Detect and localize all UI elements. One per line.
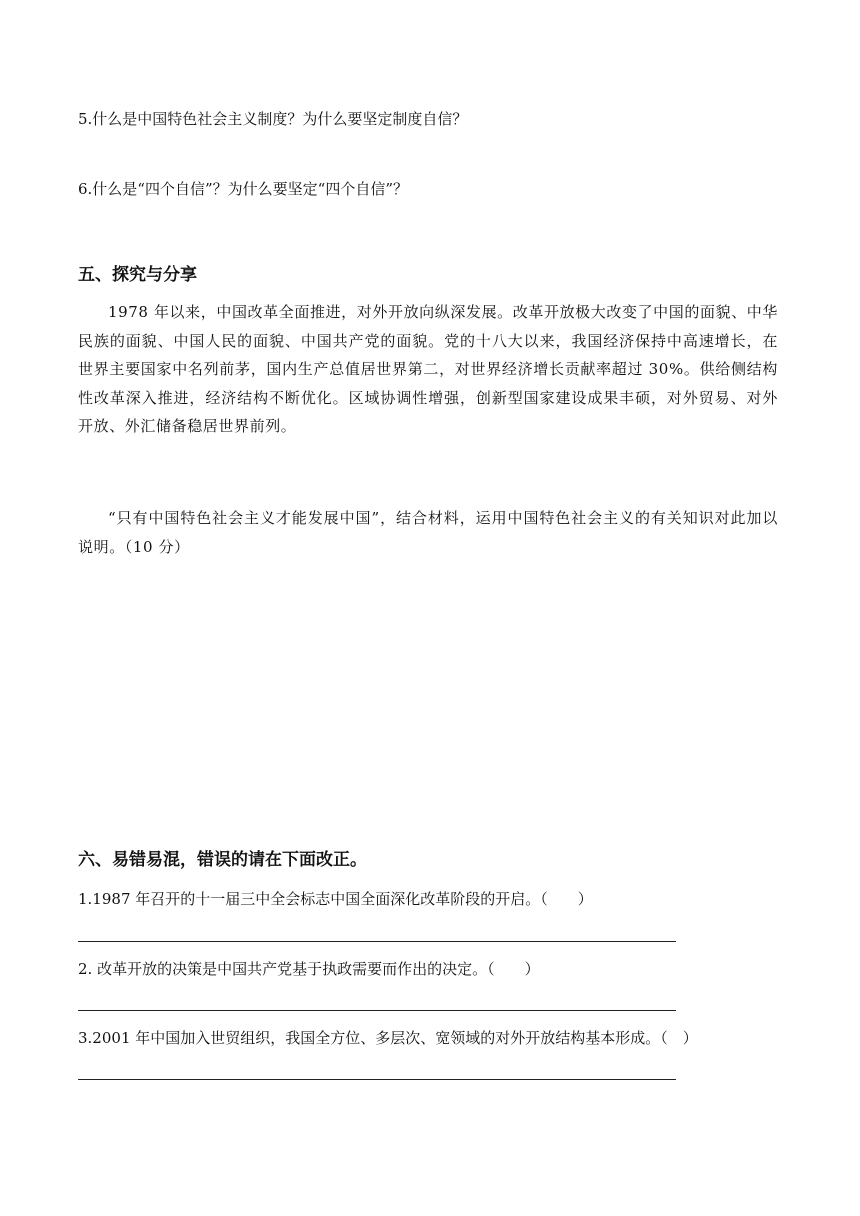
answer-line-2[interactable] — [78, 1010, 676, 1011]
section-5-material: 1978 年以来，中国改革全面推进，对外开放向纵深发展。改革开放极大改变了中国的面貌、中华民族的面貌、中国人民的面貌、中国共产党的面貌。党的十八大以来，我国经济保持中高速增长，在世界主要国家中名列前茅，国内生产总值居世界第二，对世界经济增长贡献率超过 30%。供给侧结构性改革深入推进，经济结构不断优化。区域协调性增强，创新型国家建设成果丰硕，对外贸易、对外开放、外汇储备稳居世界前列。 — [78, 303, 778, 435]
section-5-title: 五、探究与分享 — [78, 265, 197, 285]
section-6-title: 六、易错易混，错误的请在下面改正。 — [78, 850, 367, 870]
error-item-2: 2. 改革开放的决策是中国共产党基于执政需要而作出的决定。（ ） — [78, 960, 540, 978]
question-6: 6.什么是“四个自信”？为什么要坚定“四个自信”？ — [78, 180, 408, 198]
question-5: 5.什么是中国特色社会主义制度？为什么要坚定制度自信？ — [78, 110, 468, 128]
answer-line-1[interactable] — [78, 941, 676, 942]
error-item-3: 3.2001 年中国加入世贸组织，我国全方位、多层次、宽领域的对外开放结构基本形成。（ ） — [78, 1029, 698, 1047]
error-item-1: 1.1987 年召开的十一届三中全会标志中国全面深化改革阶段的开启。（ ） — [78, 890, 593, 908]
section-5-question: “只有中国特色社会主义才能发展中国”，结合材料，运用中国特色社会主义的有关知识对此加以说明。（10 分） — [78, 509, 778, 556]
answer-line-3[interactable] — [78, 1079, 676, 1080]
